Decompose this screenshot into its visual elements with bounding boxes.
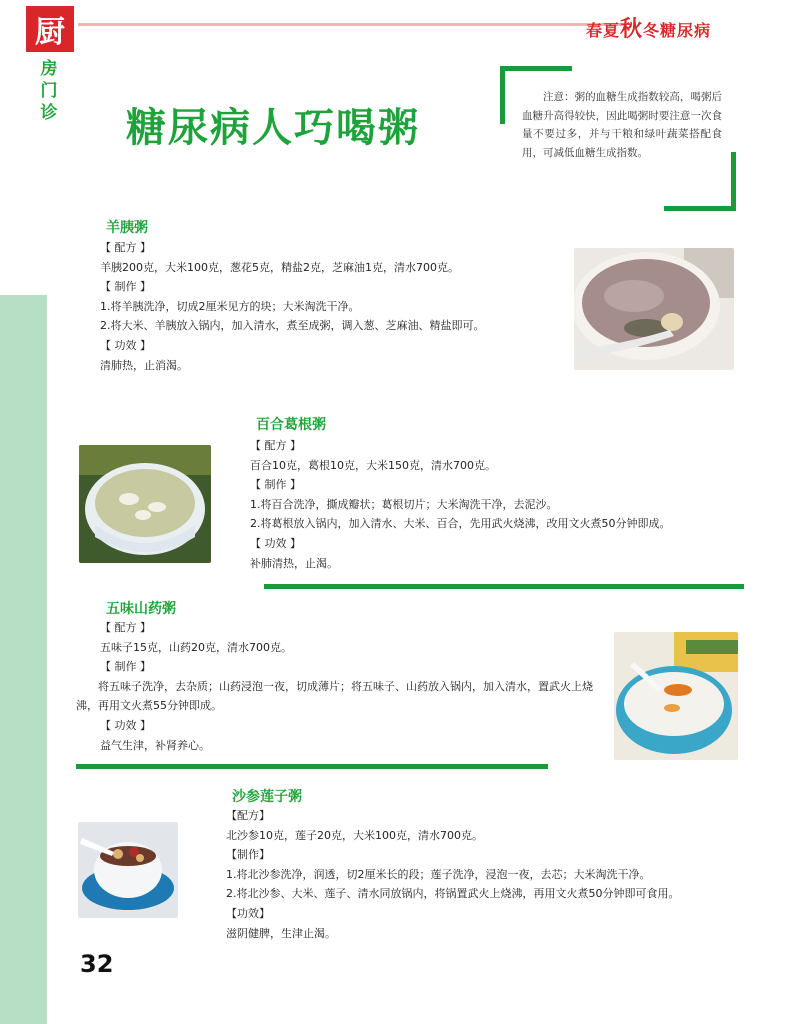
series-title: 春夏秋冬糖尿病: [586, 16, 712, 42]
note-bracket-left: [500, 66, 505, 124]
section-divider: [264, 584, 744, 589]
recipe-title: 羊胰粥: [106, 220, 148, 236]
congee-photo: [78, 822, 178, 918]
recipe-title: 五味山药粥: [106, 601, 176, 617]
recipe-body: 【 配方 】 百合10克，葛根10克，大米150克，清水700克。 【 制作 】 1.将百合洗净，撕成瓣状；葛根切片；大米淘洗干净，去泥沙。 2.将葛根放入锅内，加入清水、大米、百合，先用武火烧沸，改用文火煮50分钟即成。 【 功效 】 补肺清热，止渴。: [250, 439, 671, 570]
page-number: 32: [80, 950, 114, 978]
page-title: 糖尿病人巧喝粥: [126, 105, 420, 151]
note-bracket-bottom: [664, 206, 736, 211]
congee-photo: [574, 248, 734, 370]
recipe-body: 【 配方 】 五味子15克，山药20克，清水700克。 【 制作 】 将五味子洗净，去杂质；山药浸泡一夜，切成薄片；将五味子、山药放入锅内，加入清水，置武火上烧沸，再用文火煮55分钟即成。 【 功效 】 益气生津，补肾养心。: [76, 621, 593, 752]
section-badge: 厨: [26, 6, 74, 52]
recipe-title: 沙参莲子粥: [232, 789, 302, 805]
section-divider: [76, 764, 548, 769]
congee-photo: [614, 632, 738, 760]
side-color-bar: [0, 295, 47, 1024]
note-bracket-right: [731, 152, 736, 211]
note-bracket-top: [500, 66, 572, 71]
recipe-body: 【 配方 】 羊胰200克，大米100克，葱花5克，精盐2克，芝麻油1克，清水700克。 【 制作 】 1.将羊胰洗净，切成2厘米见方的块；大米淘洗干净。 2.将大米、羊胰放入锅内，加入清水，煮至成粥，调入葱、芝麻油、精盐即可。 【 功效 】 清肺热，止消渴。: [100, 241, 485, 372]
recipe-title: 百合葛根粥: [256, 417, 326, 433]
note-text: 注意：粥的血糖生成指数较高，喝粥后血糖升高得较快，因此喝粥时要注意一次食量不要过多，并与干粮和绿叶蔬菜搭配食用，可减低血糖生成指数。: [522, 91, 722, 159]
congee-photo: [79, 445, 211, 563]
section-label-vertical: 房 门 诊: [40, 59, 58, 123]
header-rule: [78, 23, 626, 26]
recipe-body: 【配方】 北沙参10克，莲子20克，大米100克，清水700克。 【制作】 1.将北沙参洗净，润透，切2厘米长的段；莲子洗净，浸泡一夜，去芯；大米淘洗干净。 2.将北沙参、大米、莲子、清水同放锅内，将锅置武火上烧沸，再用文火煮50分钟即可食用。 【功效】 滋阴健脾，生津止渴。: [226, 809, 680, 940]
